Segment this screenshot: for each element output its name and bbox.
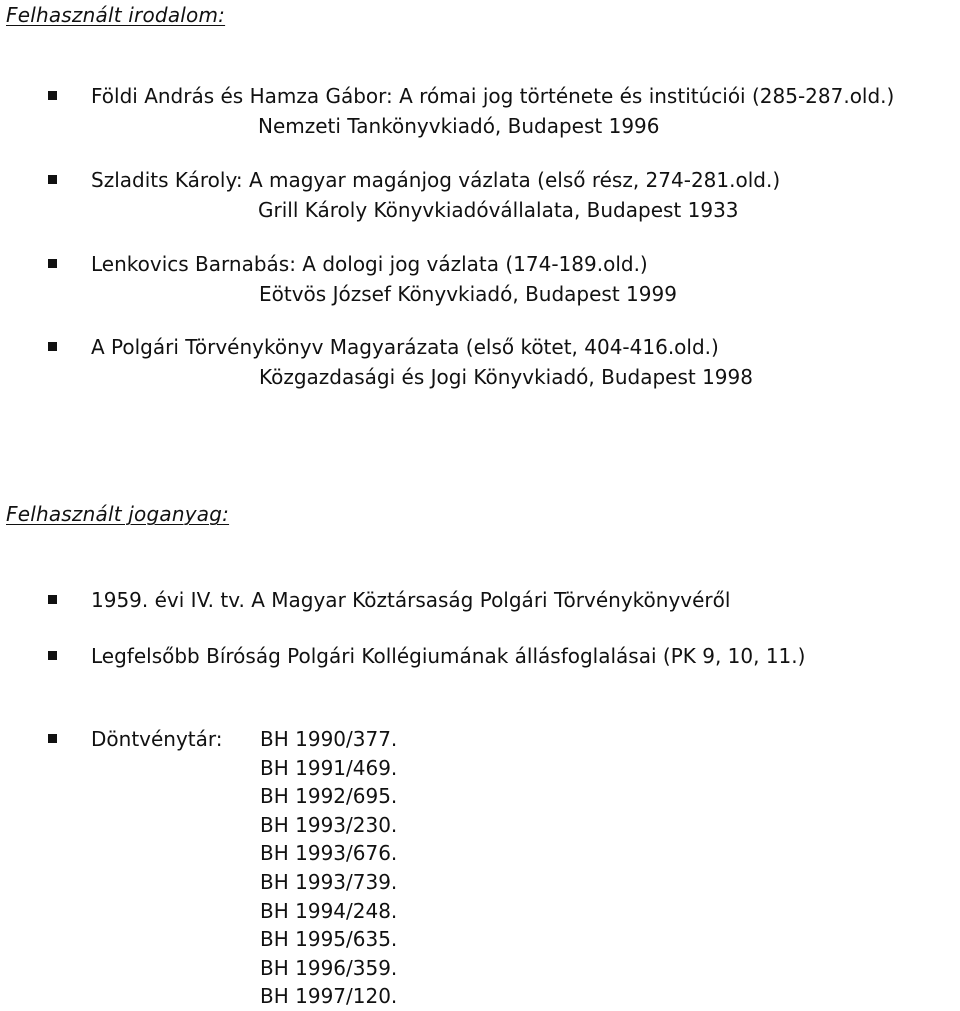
decision-entry: BH 1993/676. [260, 841, 398, 866]
literature-item-publisher: Eötvös József Könyvkiadó, Budapest 1999 [259, 282, 677, 306]
literature-item-title: A Polgári Törvénykönyv Magyarázata (első kötet, 404-416.old.) [91, 335, 719, 359]
legal-material-heading: Felhasznált joganyag: [6, 502, 230, 526]
decision-entry: BH 1997/120. [260, 984, 398, 1009]
decisions-list [260, 725, 397, 1011]
legal-material-item-text: 1959. évi IV. tv. A Magyar Köztársaság Polgári Törvénykönyvéről [91, 588, 731, 612]
decisions-label: Döntvénytár: [91, 727, 223, 751]
literature-item-title: Földi András és Hamza Gábor: A római jog története és institúciói (285-287.old.) [91, 84, 895, 108]
square-bullet-icon [48, 595, 57, 604]
decision-entry: BH 1996/359. [260, 955, 398, 980]
square-bullet-icon [48, 342, 57, 351]
decision-entry: BH 1992/695. [260, 784, 398, 809]
literature-item-title: Lenkovics Barnabás: A dologi jog vázlata (174-189.old.) [91, 252, 648, 276]
decision-entry: BH 1994/248. [260, 898, 398, 923]
literature-item-publisher: Nemzeti Tankönyvkiadó, Budapest 1996 [258, 114, 660, 138]
square-bullet-icon [48, 734, 57, 743]
literature-item-publisher: Közgazdasági és Jogi Könyvkiadó, Budapest 1998 [259, 365, 753, 389]
decision-entry: BH 1993/230. [260, 812, 398, 837]
literature-heading: Felhasznált irodalom: [6, 3, 226, 27]
literature-item-publisher: Grill Károly Könyvkiadóvállalata, Budapest 1933 [258, 198, 739, 222]
decision-entry: BH 1993/739. [260, 869, 398, 894]
square-bullet-icon [48, 651, 57, 660]
literature-item-title: Szladits Károly: A magyar magánjog vázlata (első rész, 274-281.old.) [91, 168, 781, 192]
decision-entry: BH 1990/377. [260, 727, 398, 751]
square-bullet-icon [48, 259, 57, 268]
decision-entry: BH 1995/635. [260, 927, 398, 952]
decision-entry: BH 1991/469. [260, 755, 398, 780]
square-bullet-icon [48, 175, 57, 184]
legal-material-item-text: Legfelsőbb Bíróság Polgári Kollégiumának állásfoglalásai (PK 9, 10, 11.) [91, 644, 806, 668]
square-bullet-icon [48, 91, 57, 100]
